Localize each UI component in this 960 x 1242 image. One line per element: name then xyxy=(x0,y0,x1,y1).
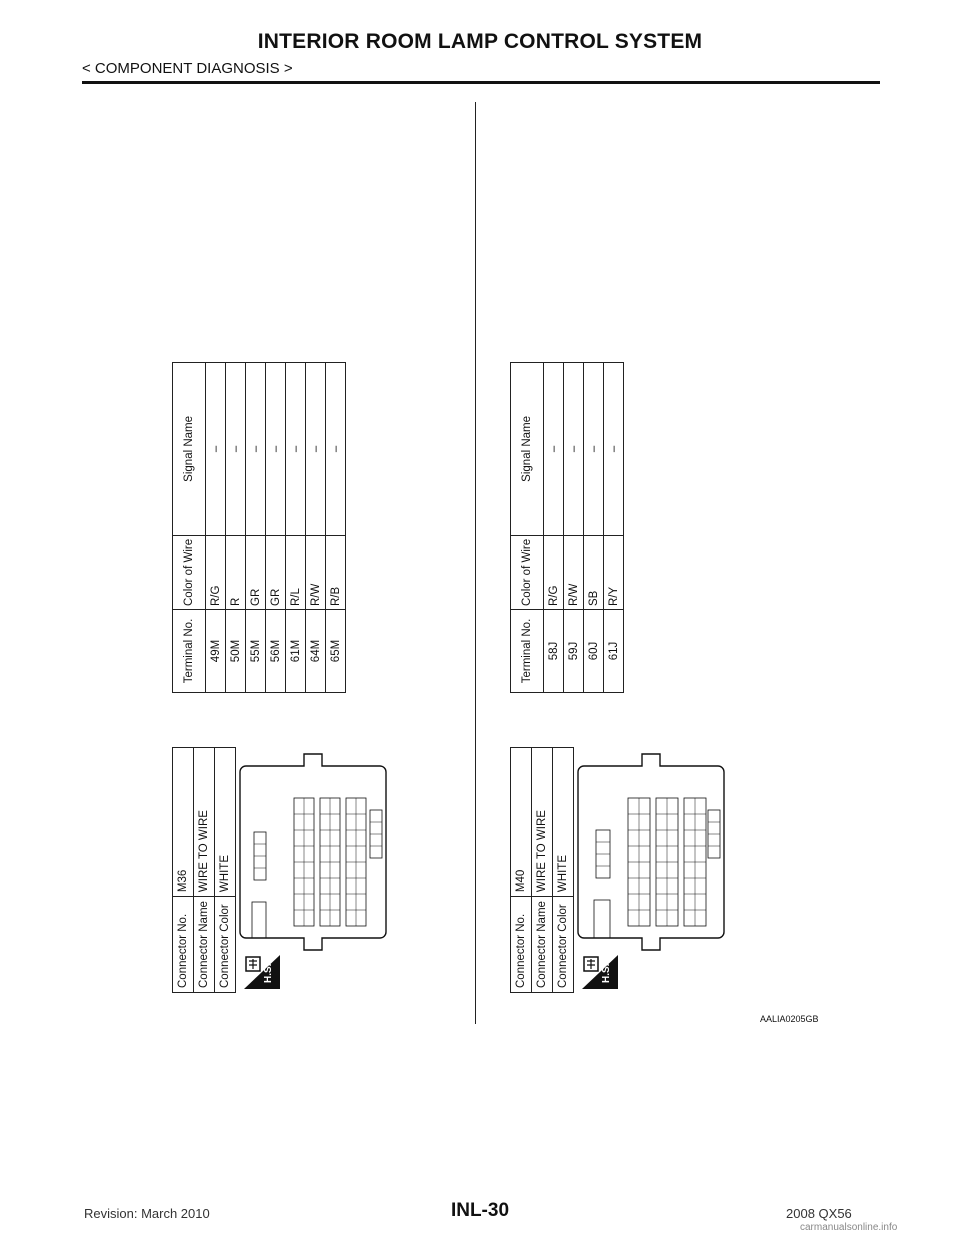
header-rule xyxy=(82,81,880,84)
connector-name-value: WIRE TO WIRE xyxy=(194,748,215,897)
connector-color-value: WHITE xyxy=(553,748,574,897)
table-row: 61M R/L – xyxy=(286,362,306,692)
col-wire-color: Color of Wire xyxy=(173,535,206,609)
connector-face-m36 xyxy=(238,752,388,952)
terminal-table-m40 xyxy=(510,362,624,693)
harness-side-icon xyxy=(580,953,620,991)
connector-name-label: Connector Name xyxy=(194,897,215,993)
col-signal-name: Signal Name xyxy=(173,362,206,535)
hs-label: H.S. xyxy=(263,963,274,983)
table-row: 49M R/G – xyxy=(206,362,226,692)
table-row: 58J R/G – xyxy=(544,362,564,692)
table-row: 61J R/Y – xyxy=(604,362,624,692)
page-title: INTERIOR ROOM LAMP CONTROL SYSTEM xyxy=(257,30,703,53)
table-row: 56M GR – xyxy=(266,362,286,692)
harness-side-icon xyxy=(242,953,282,991)
table-row: 50M R – xyxy=(226,362,246,692)
terminal-table-m36 xyxy=(172,362,346,693)
connector-name-value: WIRE TO WIRE xyxy=(532,748,553,897)
col-terminal-no: Terminal No. xyxy=(511,610,544,693)
table-row: 60J SB – xyxy=(584,362,604,692)
connector-no-label: Connector No. xyxy=(511,897,532,993)
footer-site: carmanualsonline.info xyxy=(800,1222,898,1233)
connector-face-m40 xyxy=(576,752,726,952)
figure-id: AALIA0205GB xyxy=(760,1014,819,1024)
table-row: 64M R/W – xyxy=(306,362,326,692)
connector-color-value: WHITE xyxy=(215,748,236,897)
section-title: < COMPONENT DIAGNOSIS > xyxy=(82,60,293,77)
connector-name-label: Connector Name xyxy=(532,897,553,993)
hs-label: H.S. xyxy=(601,963,612,983)
connector-color-label: Connector Color xyxy=(553,897,574,993)
footer-revision: Revision: March 2010 xyxy=(84,1206,210,1221)
connector-color-label: Connector Color xyxy=(215,897,236,993)
table-row: 65M R/B – xyxy=(326,362,346,692)
col-terminal-no: Terminal No. xyxy=(173,610,206,693)
col-wire-color: Color of Wire xyxy=(511,535,544,609)
center-divider xyxy=(475,102,476,1024)
connector-no-value: M36 xyxy=(173,748,194,897)
connector-no-label: Connector No. xyxy=(173,897,194,993)
connector-info-m36 xyxy=(172,747,236,993)
col-signal-name: Signal Name xyxy=(511,362,544,535)
table-row: 55M GR – xyxy=(246,362,266,692)
table-row: 59J R/W – xyxy=(564,362,584,692)
connector-info-m40 xyxy=(510,747,574,993)
footer-model: 2008 QX56 xyxy=(786,1206,852,1221)
footer-page-number: INL-30 xyxy=(450,1200,510,1221)
connector-no-value: M40 xyxy=(511,748,532,897)
